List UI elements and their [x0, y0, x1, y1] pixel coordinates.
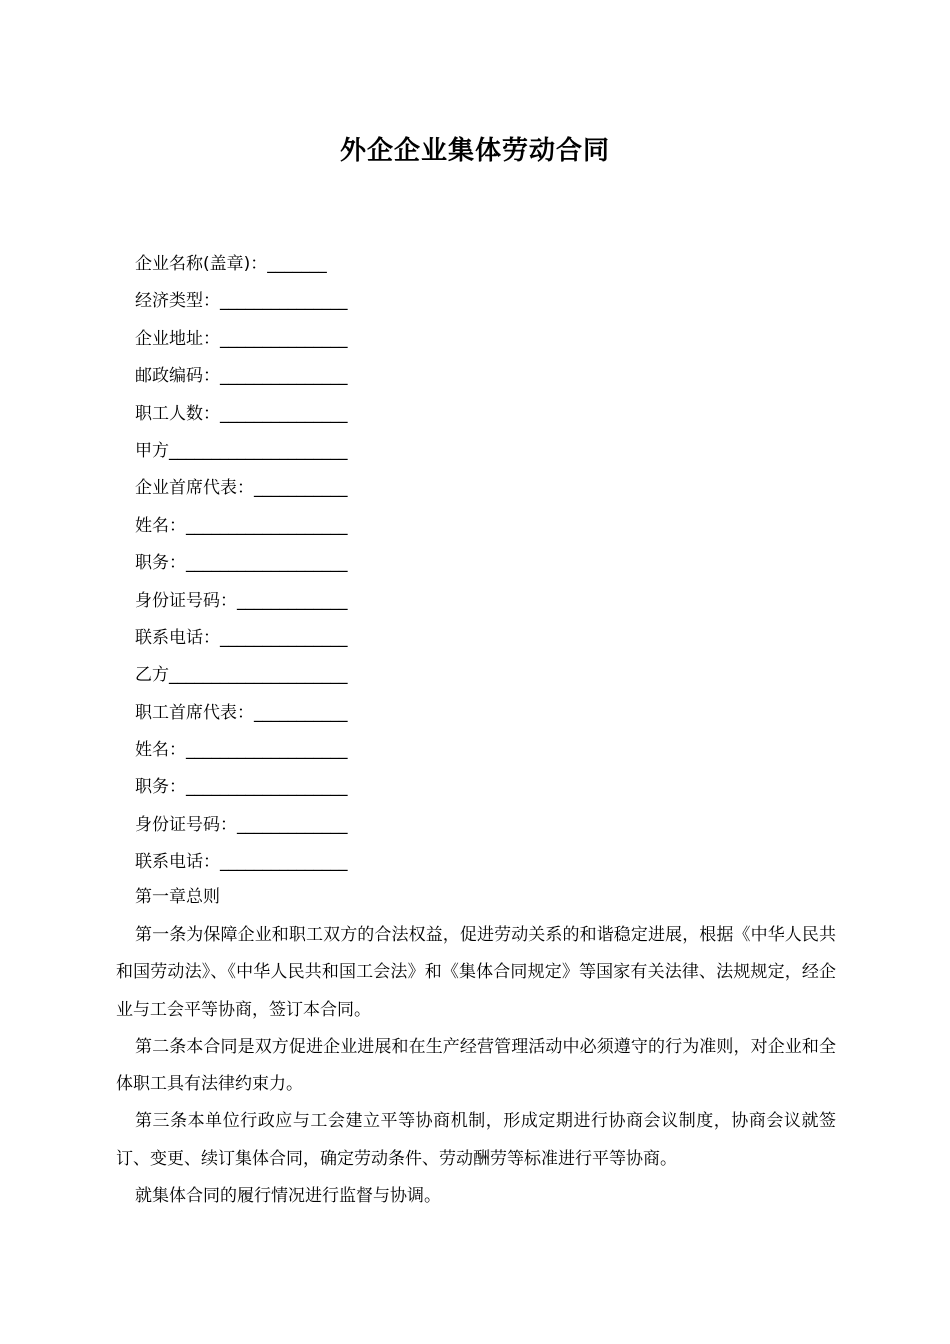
- field-a-id-number: 身份证号码：_____________: [135, 590, 348, 611]
- paragraph-article-3: 第三条本单位行政应与工会建立平等协商机制，形成定期进行协商会议制度，协商会议就签订、变更、续订集体合同，确定劳动条件、劳动酬劳等标准进行平等协商。: [116, 1111, 836, 1169]
- field-company-name: 企业名称(盖章)：_______: [135, 254, 327, 274]
- field-employee-count: 职工人数：_______________: [135, 403, 348, 424]
- field-postal-code: 邮政编码：_______________: [135, 366, 348, 387]
- party-info-fields: [135, 246, 835, 882]
- paragraph-supervision: 就集体合同的履行情况进行监督与协调。: [135, 1186, 441, 1207]
- field-b-position: 职务：___________________: [135, 777, 348, 798]
- paragraph-article-2: 第二条本合同是双方促进企业进展和在生产经营管理活动中必须遵守的行为准则，对企业和全体职工具有法律约束力。: [116, 1036, 836, 1095]
- chapter-heading: 第一章总则: [135, 887, 220, 907]
- field-b-phone: 联系电话：_______________: [135, 852, 348, 873]
- field-b-name: 姓名：___________________: [135, 740, 348, 761]
- field-a-phone: 联系电话：_______________: [135, 627, 348, 648]
- field-a-position: 职务：___________________: [135, 553, 348, 574]
- field-party-b: 乙方_____________________: [135, 665, 348, 686]
- field-b-id-number: 身份证号码：_____________: [135, 814, 348, 835]
- field-party-a: 甲方_____________________: [135, 440, 348, 461]
- body-text: [116, 917, 836, 1215]
- document-title: 外企企业集体劳动合同: [339, 136, 610, 166]
- field-a-name: 姓名：___________________: [135, 515, 348, 536]
- paragraph-article-1: 第一条为保障企业和职工双方的合法权益，促进劳动关系的和谐稳定进展，根据《中华人民共和国劳动法》、《中华人民共和国工会法》和《集体合同规定》等国家有关法律、法规规定，经企业与工会平等协商，签订本合同。: [116, 925, 836, 1020]
- field-company-address: 企业地址：_______________: [135, 328, 348, 349]
- field-employee-chief-rep: 职工首席代表：___________: [135, 702, 348, 723]
- field-company-chief-rep: 企业首席代表：___________: [135, 478, 348, 499]
- field-economic-type: 经济类型：_______________: [135, 291, 348, 312]
